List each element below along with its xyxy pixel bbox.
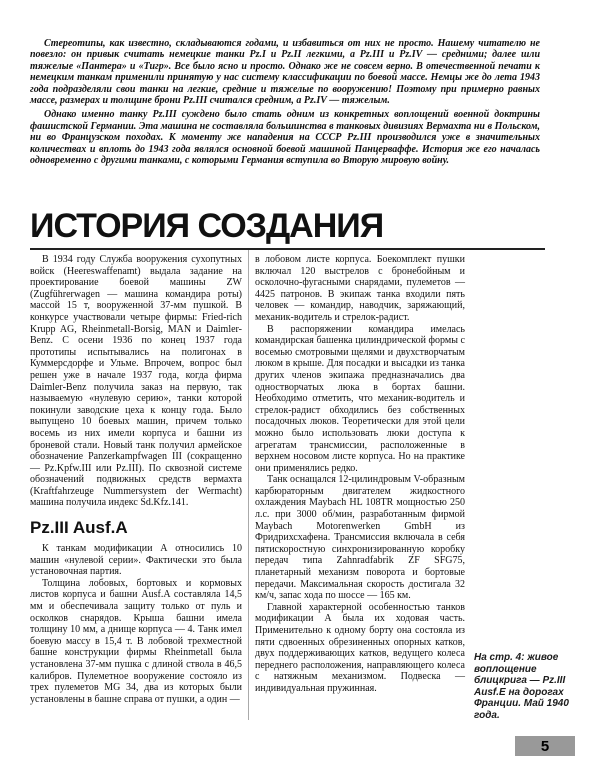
paragraph: К танкам модификации А относились 10 машин «нулевой серии». Фактически это была установочная партия. bbox=[30, 543, 242, 578]
page-number: 5 bbox=[515, 736, 575, 756]
paragraph: Главной характерной особенностью танков модификации А была их ходовая часть. Применительно к одному борту она состояла из пяти сдвоенных обрезиненных опорных катков, двух поддерживающих катков, ведущего колеса переднего расположения, направляющего колеса с натяжным механизмом. Подвеска — индивидуальная пружинная. bbox=[255, 601, 465, 694]
column-divider bbox=[248, 250, 249, 720]
section-heading: ИСТОРИЯ СОЗДАНИЯ bbox=[30, 205, 545, 250]
text-column-right bbox=[255, 254, 465, 695]
intro-paragraph: Однако именно танку Pz.III суждено было стать одним из конкретных воплощений военной доктрины фашистской Германии. Эта машина не составляла большинства в танковых дивизиях Вермахта ни в Польском, ни во Французском походах. К моменту же нападения на СССР Pz.III производился уже в значительных количествах и вплоть до 1943 года являлся основной боевой машиной Панцерваффе. История же его началась одновременно с другими танками, с которыми Германия вступила во Вторую мировую войну. bbox=[30, 109, 540, 167]
paragraph: В распоряжении командира имелась командирская башенка цилиндрической формы с восемью смотровыми щелями и двухстворчатым люком в крыше. Для посадки и высадки из танка других членов экипажа предназначались два одностворчатых люка в бортах башни. Необходимо отметить, что механик-водитель и стрелок-радист обходились без собственных посадочных люков. Теоретически для этой цели можно было использовать люки доступа к агрегатам трансмиссии, расположенные в верхнем носовом листе корпуса. Но на практике они применялись редко. bbox=[255, 323, 465, 474]
photo-caption: На стр. 4: живое воплощение блицкрига — Pz.III Ausf.E на дорогах Франции. Май 1940 года. bbox=[474, 652, 569, 721]
paragraph: Танк оснащался 12-цилиндровым V-образным карбюраторным двигателем жидкостного охлаждения Maybach HL 108TR мощностью 250 л.с. при 3000 об/мин, разработанным фирмой Maybach Motorenwerken GmbH из Фридрихсхафена. Трансмиссия включала в себя пятискоростную синхронизированную коробку передач типа Zahnradfabrik ZF SFG75, планетарный механизм поворота и бортовые передачи. Максимальная скорость достигала 32 км/ч, запас хода по шоссе — 165 км. bbox=[255, 474, 465, 602]
text-column-left bbox=[30, 254, 242, 705]
paragraph: В 1934 году Служба вооружения сухопутных войск (Heereswaffenamt) выдала задание на проектирование боевой машины ZW (Zugführerwagen — машина командира роты) массой 15 т, вооруженной 37-мм пушкой. В конкурсе участвовали четыре фирмы: Fried-rich Krupp AG, Rheinmetall-Borsig, MAN и Daimler-Benz. С осени 1936 по конец 1937 года прототипы испытывались на полигонах в Куммерсдорфе и Ульме. Впрочем, вопрос был решен уже в начале 1937 года, когда фирма Daimler-Benz получила заказ на первую, так называемую «нулевую серию», танки которой покинули заводские цеха к концу года. Было выпущено 10 боевых машин, причем только восемь из них имели корпуса и башни из броневой стали. Новый танк получил армейское обозначение Panzerkampfwagen III (сокращенно — Pz.Kpfw.III или Pz.III). По сквозной системе обозначений подвижных средств вермахта (Kraftfahrzeuge Nummersystem der Wermacht) машина получила индекс Sd.Kfz.141. bbox=[30, 254, 242, 509]
intro-paragraph: Стереотипы, как известно, складываются годами, и избавиться от них не просто. Нашему читателю не повезло: он привык считать немецкие танки Pz.I и Pz.II легкими, а Pz.III и Pz.IV — средними; далее шли тяжелые «Пантера» и «Тигр». Все было ясно и просто. Однако же не совсем верно. В отечественной печати к немецким танкам применили принятую у нас систему классификации по боевой массе. Немцы же до лета 1943 года подразделяли свои танки на легкие, средние и тяжелые по вооружению! Поэтому при примерно равных массе, размерах и толщине брони Pz.III считался средним, а Pz.IV — тяжелым. bbox=[30, 38, 540, 107]
paragraph: Толщина лобовых, бортовых и кормовых листов корпуса и башни Ausf.A составляла 14,5 мм и обеспечивала защиту только от пуль и осколков снарядов. Крыша башни имела толщину 10 мм, а днище корпуса — 4. Танк имел боевую массу в 15,4 т. В лобовой трехместной башне конструкции фирмы Rheinmetall была установлена 37-мм пушка с длиной ствола в 46,5 калибров. Пулеметное вооружение состояло из трех пулеметов MG 34, два из которых были установлены в башне справа от пушки, а один — bbox=[30, 577, 242, 705]
subheading: Pz.III Ausf.A bbox=[30, 518, 128, 538]
intro-text bbox=[30, 38, 540, 169]
paragraph: в лобовом листе корпуса. Боекомплект пушки включал 120 выстрелов с бронебойным и осколочно-фугасными снарядами, пулеметов — 4425 патронов. В экипаж танка входили пять человек — командир, наводчик, заряжающий, механик-водитель и стрелок-радист. bbox=[255, 254, 465, 323]
